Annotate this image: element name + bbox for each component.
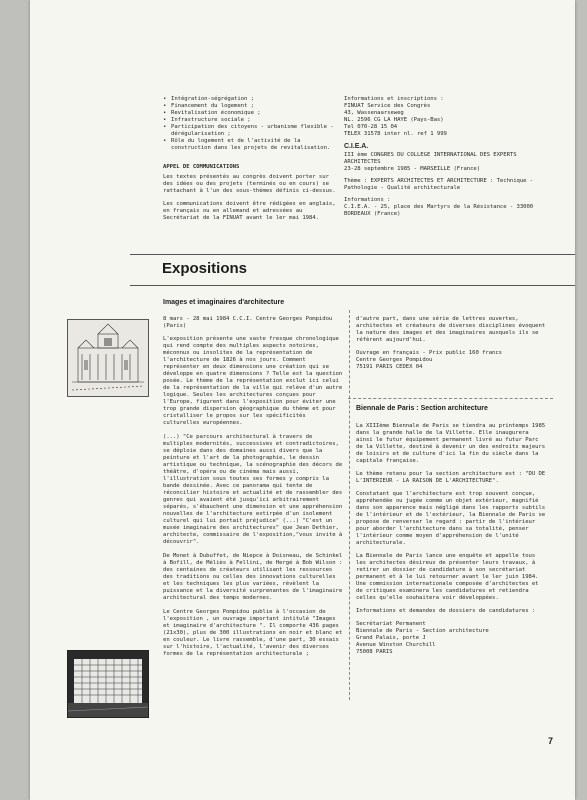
modern-building-image [68,651,148,717]
list-item: • Rôle du logement et de l'activité de la construction dans les projets de revitalisation. [163,138,341,152]
appel-title: APPEL DE COMMUNICATIONS [163,164,240,170]
ciea-theme: Thème : EXPERTS ARCHITECTES ET ARCHITECTURE : Technique - Pathologie - Qualité architecturale [344,178,534,191]
section-top-rule [130,254,575,255]
column-divider [349,310,350,700]
illustration-building [67,650,149,718]
list-item: • Financement du logement ; [163,103,341,110]
ciea-info: Informations : C.I.E.A. - 25, place des Martyrs de la Résistance - 33000 BORDEAUX (France) [344,197,534,217]
illustration-engraving [67,319,149,397]
page-number: 7 [548,736,554,746]
section-title: Expositions [162,260,248,277]
article-paragraph: (...) "Ce parcours architectural à travers de multiples modernités, successives et contradictoires, se déploie dans des domaines aussi divers que la peinture et l'art de la photographie, le dessin artistique ou technique, la scénographie des décors de théâtre, d'opéra ou de cinéma mais aussi, l'illustration sous toutes ses formes y compris la bande dessinée. Avec ce panorama qui tente de réconcilier histoire et actualité et de rassembler des genres qui avaient été jusqu'ici arbitrairement séparés, s'ébauchent une dimension et une appréhension nouvelles de l'architecture extirpée d'un isolement culturel qui lui portait préjudice" (...) "C'est un musée imaginaire des architectures" que Jean Dethier, architecte, commissaire de l'exposition,"vous invite à découvrir". [163,434,343,545]
article1-column-left [163,316,344,658]
article-paragraph: La XIIIème Biennale de Paris se tiendra au printemps 1985 dans la grande halle de la Villette. Elle inaugurera ainsi le futur équipement permanent livré au futur Parc de la Villette, destiné à devenir un des endroits majeurs de loisirs et de culture d'ici la fin du siècle dans la capitale française. [356,423,546,464]
article-title-biennale: Biennale de Paris : Section architecture [356,405,488,412]
top-left-block [163,96,341,222]
themes-list [163,96,341,152]
ciea-description: III ème CONGRES DU COLLEGE INTERNATIONAL DES EXPERTS ARCHITECTES 23-28 septembre 1985 - MARSEILLE (France) [344,152,517,172]
article2-top-rule [348,398,553,399]
section-bottom-rule [130,285,575,286]
ciea-title: C.I.E.A. [344,143,369,150]
article-paragraph: d'autre part, dans une série de lettres ouvertes, architectes et créateurs de diverses disciplines évoquent la nature des images et des imaginaires auxquels ils se réfèrent aujourd'hui. [356,316,546,343]
list-item: • Intégration-ségrégation ; [163,96,341,103]
registration-info: Informations et inscriptions : FINUAT Service des Congrès 43, Wassenaarseweg NL. 2596 CG LA HAYE (Pays-Bas) Tel 070-28 15 04 TELEX 31578 inter nl. ref 1 999 [344,96,447,137]
appel-paragraph: Les textes présentés au congrès doivent porter sur des idées ou des projets (terminés ou en cours) se rattachant à l'un des sous-thèmes définis ci-dessus. [163,174,336,194]
list-item: • Participation des citoyens - urbanisme flexible - dérégularisation ; [163,124,341,138]
article-paragraph: Constatant que l'architecture est trop souvent conçue, appréhendée ou jugée comme un objet extérieur, magnifié dans son apparence mais négligé dans les rapports subtils de l'intérieur et de l'extérieur, la Biennale de Paris se propose de renverser le regard : partir de l'intérieur pour aborder l'architecture dans sa totalité, penser l'intérieur comme moyen d'appréhension de l'unité architecturale. [356,491,546,546]
article-paragraph: Le thème retenu pour la section architecture est : "DU DE L'INTERIEUR - LA RAISON DE L'ARCHITECTURE". [356,471,546,484]
article-paragraph: La Biennale de Paris lance une enquête et appelle tous les architectes désireux de présenter leurs travaux, à retirer un dossier de candidature à son secrétariat permanent et à le lui retourner avant le ler juin 1984. Une commission internationale composée d'architectes et de critiques examinera les candidatures et retiendra celles qu'elle souhaitera voir développées. [356,553,539,601]
list-item: • Revitalisation économique ; [163,110,341,117]
secretariat-address: Secrétariat Permanent Biennale de Paris - Section architecture Grand Palais, porte J Avenue Winston Churchill 75008 PARIS [356,621,489,655]
document-page [30,0,575,800]
article-dates: 8 mars - 28 mai 1984 C.C.I. Centre Georges Pompidou (Paris) [163,316,333,329]
appel-paragraph: Les communications doivent être rédigées en anglais, en français ou en allemand et adressées au Secrétariat de la FINUAT avant le ler mai 1984. [163,201,336,221]
article-paragraph: Le Centre Georges Pompidou publie à l'occasion de l'exposition , un ouvrage important intitulé "Images et imaginaire d'architecture ". Il comporte 436 pages (21x30), plus de 300 illustrations en noir et blanc et en couleur. Le livre rassemble, d'une part, 30 essais sur l'histoire, l'actualité, l'avenir des diverses formes de la représentation architecturale ; [163,609,343,657]
article-paragraph: Informations et demandes de dossiers de candidatures : [356,608,536,614]
list-item: • Infrastructure sociale ; [163,117,341,124]
article-paragraph: De Monet à Dubuffet, de Niepce à Doisneau, de Schinkel à Bofill, de Méliès à Fellini, de Hergé à Bob Wilson : des centaines de créateurs utilisant les ressources des traditions ou celles des innovations culturelles et les techniques les plus variées, révèlent la puissance et la diversité surprenantes de l'imaginaire architectural des temps modernes. [163,553,343,601]
article2-column [356,423,546,656]
building-engraving-image [68,320,148,396]
top-right-block [344,96,534,218]
article1-column-right [356,316,550,371]
article-paragraph: L'exposition présente une vaste fresque chronologique qui rend compte des multiples aspects notoires, méconnus ou insolites de la représentation de l'architecture de 1826 à nos jours. Comment représenter en deux dimensions une création qui se développe en quatre dimensions ? Telle est la question posée. Le thème de la représentation exclut ici celui de la représentation de la ville qui relève d'un autre logique. Seules les architectures conçues pour l'Europe, figurent dans l'exposition pour éviter une trop grande dispersion géographique du thème et pour cristalliser le propos sur les spécificités culturelles européennes. [163,336,343,426]
article-title-images: Images et imaginaires d'architecture [163,299,285,306]
ouvrage-info: Ouvrage en français - Prix public 160 francs Centre Georges Pompidou 75191 PARIS CEDEX 04 [356,350,502,370]
